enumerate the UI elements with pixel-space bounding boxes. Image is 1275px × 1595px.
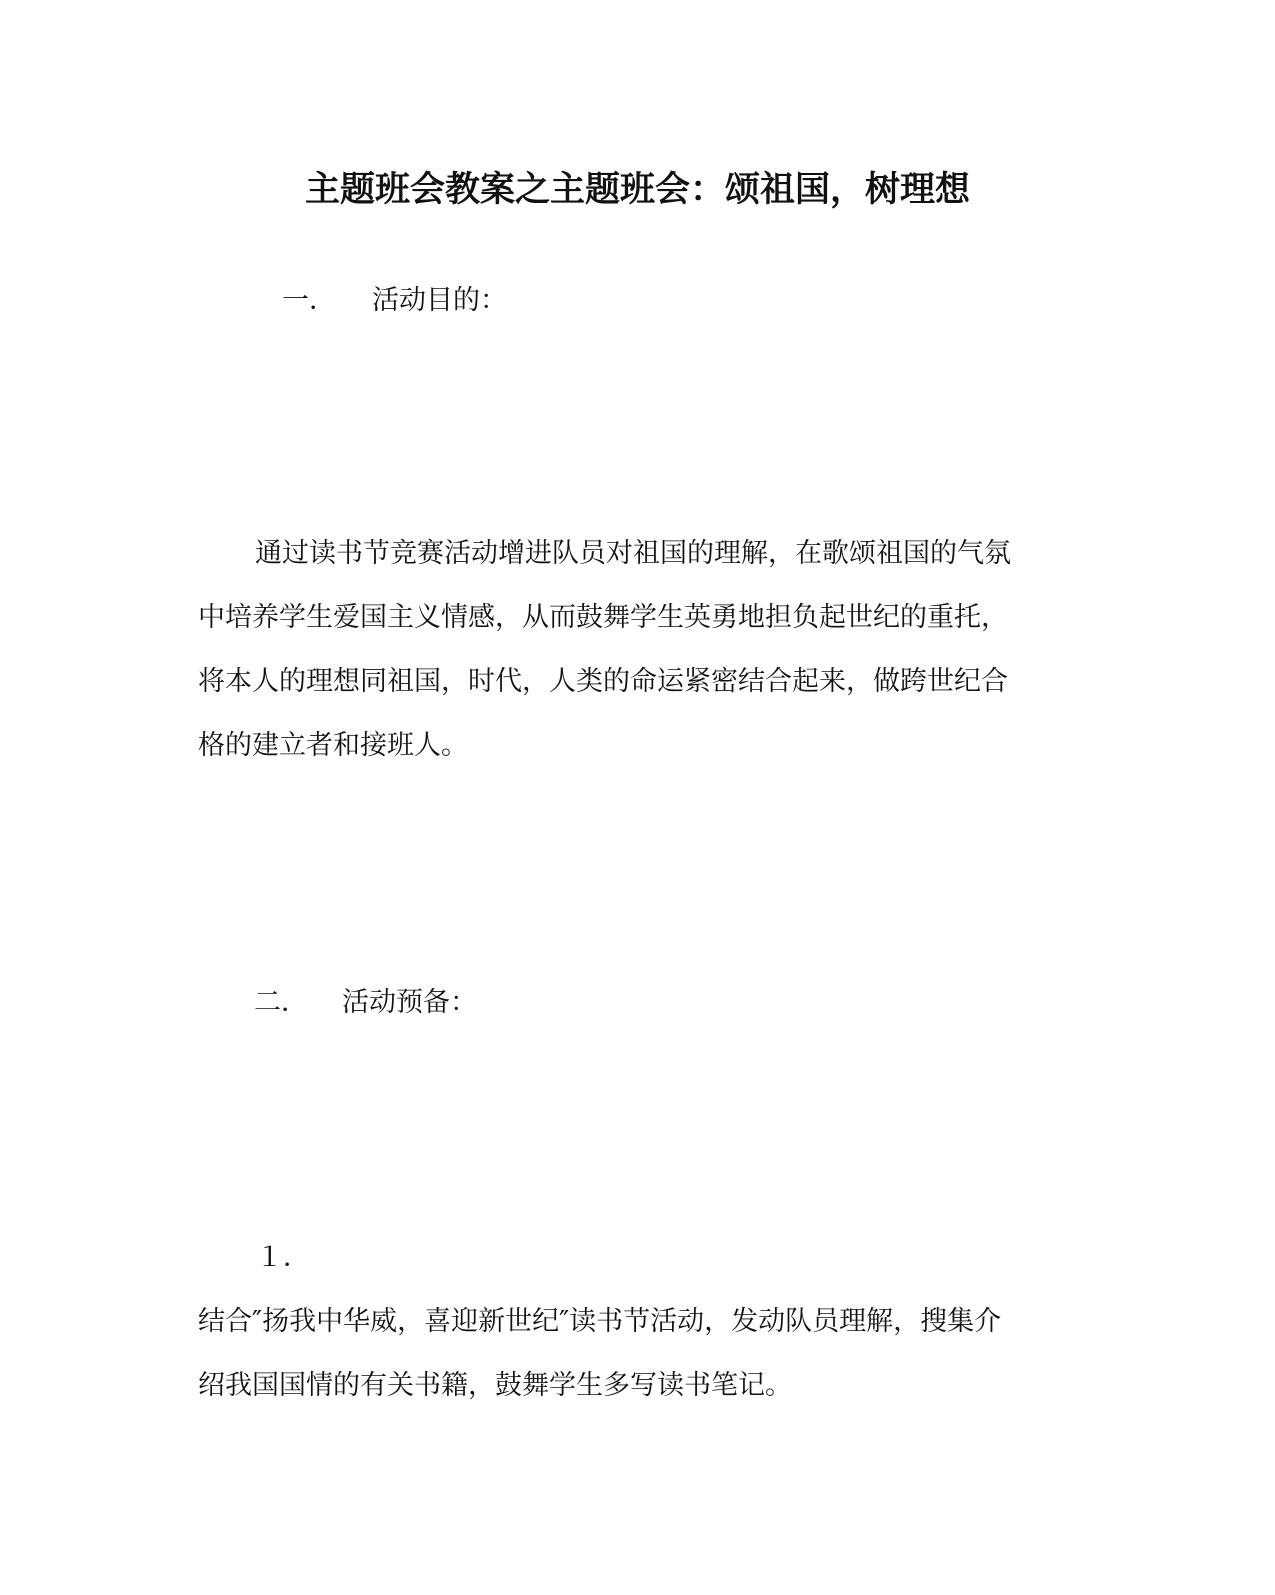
paragraph-line: 格的建立者和接班人。 (198, 730, 468, 761)
section-heading-2 (254, 985, 477, 1021)
item-number-1: １． (256, 1242, 310, 1273)
list-item-number-1 (256, 1240, 310, 1276)
section-title-2: 活动预备： (342, 987, 477, 1018)
section-heading-1 (282, 283, 507, 319)
section-number-1: 一． (282, 285, 336, 316)
paragraph-line: 中培养学生爱国主义情感，从而鼓舞学生英勇地担负起世纪的重托， (198, 602, 1008, 633)
section-number-2: 二． (254, 987, 308, 1018)
section-title-1: 活动目的： (372, 285, 507, 316)
paragraph-line: 通过读书节竞赛活动增进队员对祖国的理解，在歌颂祖国的气氛 (255, 538, 1011, 569)
paragraph-line: 将本人的理想同祖国，时代，人类的命运紧密结合起来，做跨世纪合 (198, 666, 1008, 697)
paragraph-line: 绍我国国情的有关书籍，鼓舞学生多写读书笔记。 (198, 1370, 792, 1401)
document-title: 主题班会教案之主题班会：颂祖国，树理想 (304, 169, 970, 210)
item-1-paragraph (198, 1290, 1078, 1418)
paragraph-line: 结合″扬我中华威，喜迎新世纪″读书节活动，发动队员理解，搜集介 (198, 1306, 1002, 1337)
section-1-paragraph (198, 522, 1078, 778)
